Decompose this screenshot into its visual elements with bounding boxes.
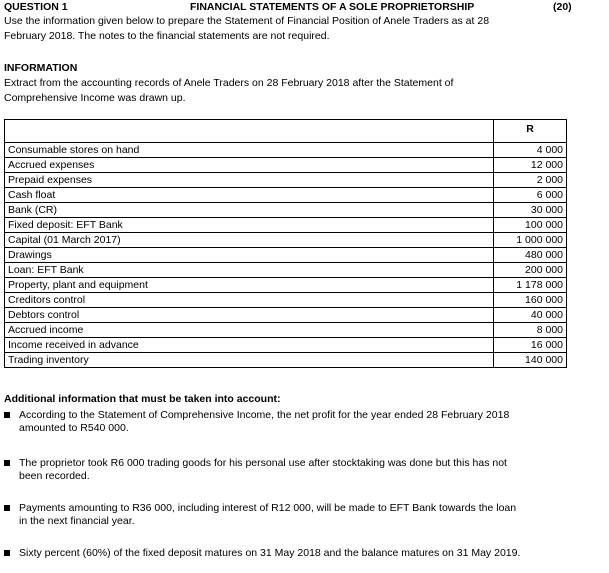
table-row xyxy=(5,293,567,308)
row-amount: 16 000 xyxy=(494,338,567,353)
currency-header: R xyxy=(494,120,567,143)
additional-info-heading: Additional information that must be taken into account: xyxy=(4,393,281,405)
table-row xyxy=(5,218,567,233)
row-label: Trading inventory xyxy=(5,353,494,368)
row-amount: 30 000 xyxy=(494,203,567,218)
row-amount: 1 000 000 xyxy=(494,233,567,248)
row-label: Fixed deposit: EFT Bank xyxy=(5,218,494,233)
row-label: Accrued income xyxy=(5,323,494,338)
row-label: Accrued expenses xyxy=(5,158,494,173)
table-row xyxy=(5,323,567,338)
question-title: FINANCIAL STATEMENTS OF A SOLE PROPRIETORSHIP xyxy=(190,1,475,13)
list-item-text xyxy=(19,547,584,560)
row-amount: 8 000 xyxy=(494,323,567,338)
information-heading: INFORMATION xyxy=(4,62,78,74)
row-label: Income received in advance xyxy=(5,338,494,353)
instruction-line-1: Use the information given below to prepare the Statement of Financial Position of Anele Traders as at 28 xyxy=(4,15,490,27)
accounting-records-table xyxy=(4,119,567,368)
question-marks: (20) xyxy=(553,1,572,13)
information-line-2: Comprehensive Income was drawn up. xyxy=(4,92,186,104)
instruction-line-2: February 2018. The notes to the financial statements are not required. xyxy=(4,30,330,42)
row-amount: 1 178 000 xyxy=(494,278,567,293)
table-row xyxy=(5,248,567,263)
row-label: Bank (CR) xyxy=(5,203,494,218)
list-item xyxy=(4,457,594,485)
bullet-square-icon xyxy=(4,460,10,466)
list-item xyxy=(4,547,594,563)
row-amount: 40 000 xyxy=(494,308,567,323)
list-item-line: According to the Statement of Comprehensive Income, the net profit for the year ended 28 February 2018 xyxy=(19,409,510,421)
question-number: QUESTION 1 xyxy=(4,1,68,13)
row-amount: 200 000 xyxy=(494,263,567,278)
table-row xyxy=(5,203,567,218)
row-amount: 4 000 xyxy=(494,143,567,158)
row-label: Creditors control xyxy=(5,293,494,308)
table-row xyxy=(5,188,567,203)
row-amount: 480 000 xyxy=(494,248,567,263)
row-label: Capital (01 March 2017) xyxy=(5,233,494,248)
bullet-square-icon xyxy=(4,505,10,511)
table-row xyxy=(5,158,567,173)
row-amount: 2 000 xyxy=(494,173,567,188)
row-amount: 100 000 xyxy=(494,218,567,233)
table-row xyxy=(5,233,567,248)
list-item-text xyxy=(19,502,584,528)
list-item-text xyxy=(19,409,584,435)
list-item xyxy=(4,409,594,437)
row-label: Property, plant and equipment xyxy=(5,278,494,293)
row-amount: 6 000 xyxy=(494,188,567,203)
list-item-line: amounted to R540 000. xyxy=(19,422,129,434)
list-item-line: been recorded. xyxy=(19,470,90,482)
list-item-line: The proprietor took R6 000 trading goods for his personal use after stocktaking was done but this has not xyxy=(19,457,507,469)
information-line-1: Extract from the accounting records of Anele Traders on 28 February 2018 after the Statement of xyxy=(4,77,454,89)
table-header-blank xyxy=(5,120,494,143)
row-amount: 140 000 xyxy=(494,353,567,368)
bullet-square-icon xyxy=(4,550,10,556)
row-label: Cash float xyxy=(5,188,494,203)
table-row xyxy=(5,263,567,278)
row-amount: 160 000 xyxy=(494,293,567,308)
table-row xyxy=(5,338,567,353)
row-label: Prepaid expenses xyxy=(5,173,494,188)
list-item-line: in the next financial year. xyxy=(19,515,135,527)
table-row xyxy=(5,278,567,293)
list-item-line: Payments amounting to R36 000, including interest of R12 000, will be made to EFT Bank towards the loan xyxy=(19,502,517,514)
list-item xyxy=(4,502,594,530)
row-label: Debtors control xyxy=(5,308,494,323)
row-amount: 12 000 xyxy=(494,158,567,173)
table-row xyxy=(5,353,567,368)
table-row xyxy=(5,143,567,158)
row-label: Loan: EFT Bank xyxy=(5,263,494,278)
bullet-square-icon xyxy=(4,412,10,418)
row-label: Drawings xyxy=(5,248,494,263)
table-header-row xyxy=(5,120,567,143)
row-label: Consumable stores on hand xyxy=(5,143,494,158)
table-row xyxy=(5,308,567,323)
list-item-line: Sixty percent (60%) of the fixed deposit matures on 31 May 2018 and the balance matures on 31 May 2019. xyxy=(19,547,521,559)
list-item-text xyxy=(19,457,584,483)
table-row xyxy=(5,173,567,188)
